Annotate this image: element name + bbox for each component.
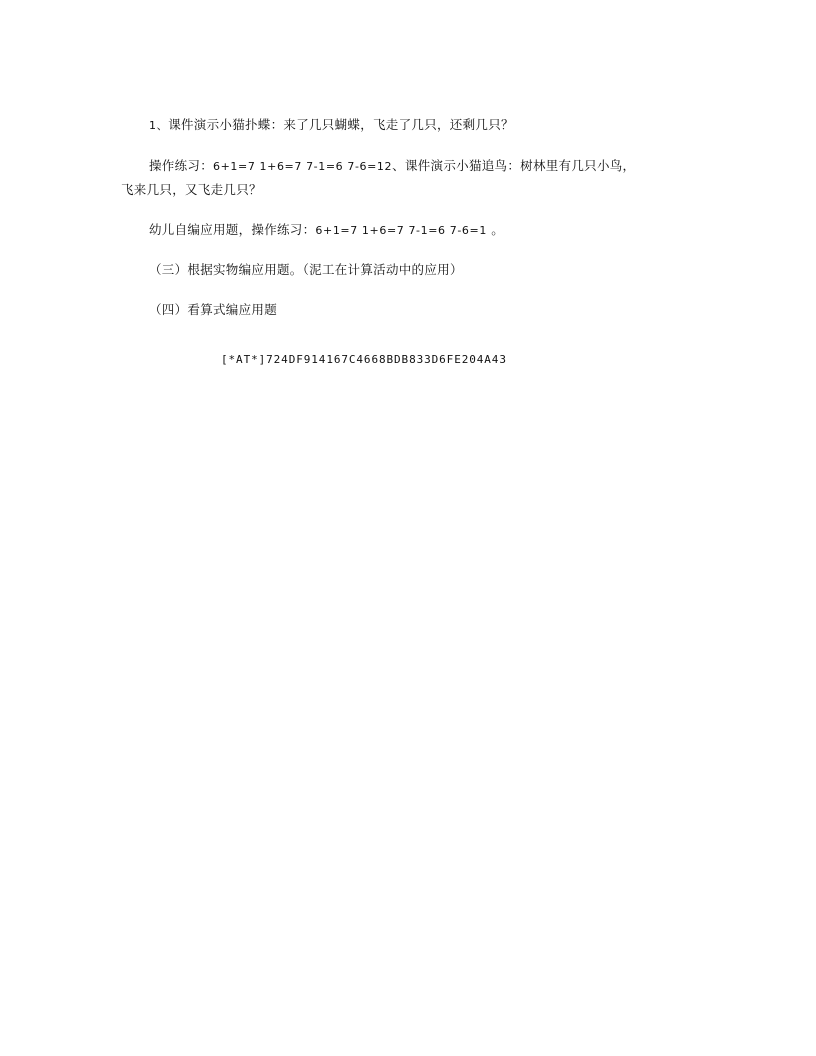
- paragraph-2-line-1: [149, 158, 635, 175]
- paragraph-text: （三）根据实物编应用题。（泥工在计算活动中的应用）: [149, 262, 463, 277]
- paragraph-4: [149, 262, 463, 278]
- list-number: 1、: [149, 119, 169, 132]
- equations: 6+1=7 1+6=7 7-1=6 7-6=12: [213, 160, 393, 173]
- paragraph-suffix: 。: [491, 222, 505, 237]
- paragraph-label: 幼儿自编应用题，操作练习：: [149, 222, 316, 237]
- document-code: [*AT*]724DF914167C4668BDB833D6FE204A43: [221, 353, 507, 366]
- paragraph-3: [149, 222, 504, 239]
- paragraph-text: 、课件演示小猫追鸟：树林里有几只小鸟，: [392, 158, 636, 173]
- paragraph-label: 操作练习：: [149, 158, 214, 173]
- paragraph-1: [149, 117, 514, 134]
- paragraph-2-line-2: [121, 182, 262, 198]
- paragraph-text-continuation: 飞来几只，又飞走几只？: [121, 182, 262, 197]
- paragraph-5: [149, 302, 277, 318]
- paragraph-text: （四）看算式编应用题: [149, 302, 278, 317]
- paragraph-text: 课件演示小猫扑蝶：来了几只蝴蝶，飞走了几只，还剩几只？: [168, 117, 514, 132]
- equations: 6+1=7 1+6=7 7-1=6 7-6=1: [315, 224, 487, 237]
